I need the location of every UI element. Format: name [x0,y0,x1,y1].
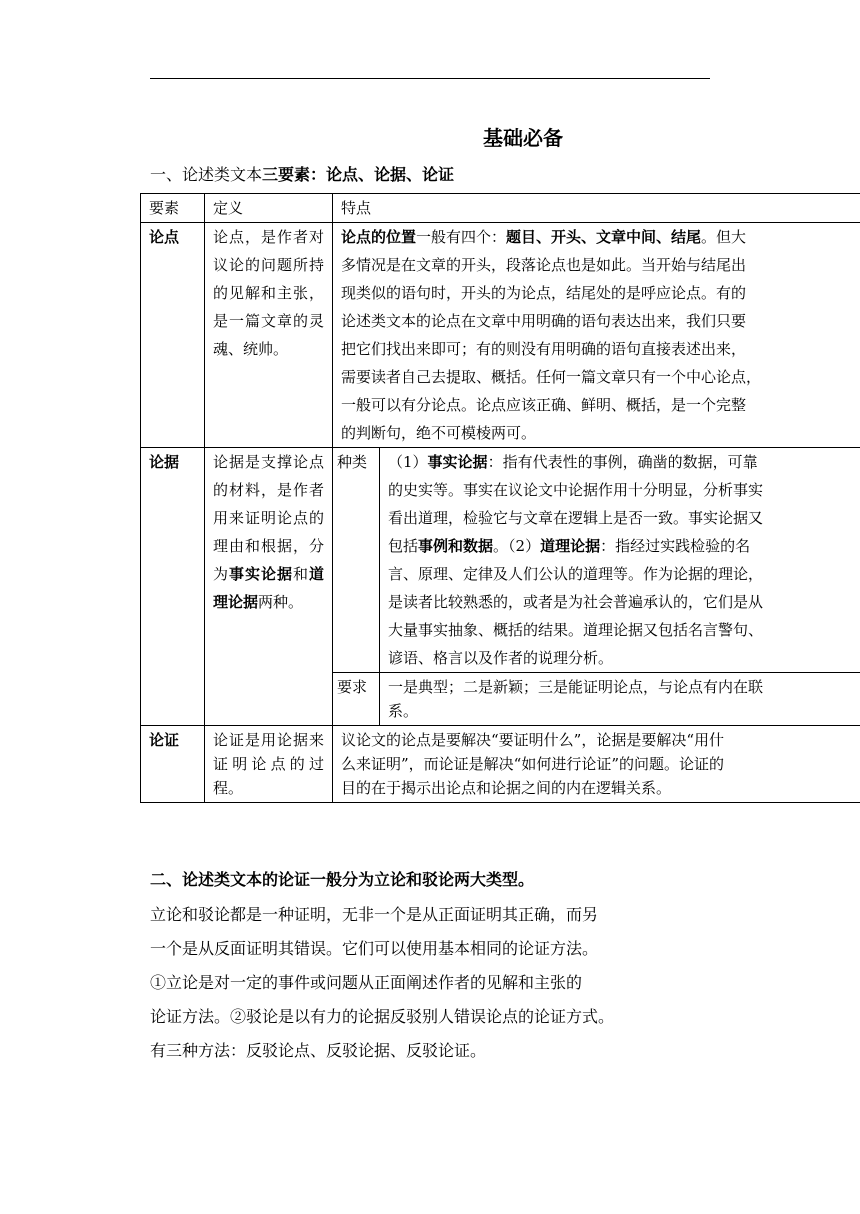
kind-line: （1）事实论据：指有代表性的事例，确凿的数据，可靠 [388,453,758,471]
subtable-row-requirement [333,673,860,726]
section-2 [150,866,770,1068]
row-name-lunju [141,448,205,726]
requirement-line: 一是典型；二是新颖；三是能证明论点，与论点有内在联 [388,678,764,696]
definition-text: 两种。 [258,593,304,611]
header-cell-definition: 定义 [205,194,333,223]
kind-line: 的史实等。事实在议论文中论据作用十分明显，分析事实 [388,481,764,499]
section-1-prefix: 一、论述类文本 [150,165,263,184]
section-1-heading [150,162,454,185]
table-header-row [141,194,860,223]
row-name-lundian [141,223,205,448]
row-name-lunzheng-text: 论证 [149,731,180,749]
kind-line: 谚语、格言以及作者的说理分析。 [388,649,614,667]
definition-text: 和 [292,565,309,583]
table-row-lundian [141,223,860,448]
section-1-bold: 三要素：论点、论据、论证 [262,165,455,184]
page-title: 基础必备 [483,126,563,150]
header-cell-element: 要素 [141,194,205,223]
definition-bold: 道理论据 [213,565,324,611]
feature-line: 论点的位置一般有四个：题目、开头、文章中间、结尾。但大 [341,228,747,246]
requirement-label: 要求 [333,673,380,726]
header-cell-feature: 特点 [333,194,860,223]
feature-line: 现类似的语句时，开头的为论点，结尾处的是呼应论点。有的 [341,284,747,302]
feature-line: 论述类文本的论点在文章中用明确的语句表达出来，我们只要 [341,312,747,330]
definition-text: 论据是支撑论点的材料，是作者用来证明论点的理由和根据，分为 [213,453,324,583]
feature-line: 一般可以有分论点。论点应该正确、鲜明、概括，是一个完整 [341,396,747,414]
requirement-line: 系。 [388,702,419,720]
header-rule [150,78,710,79]
kind-line: 看出道理，检验它与文章在逻辑上是否一致。事实论据又 [388,509,764,527]
section-2-line: 一个是从反面证明其错误。它们可以使用基本相同的论证方法。 [150,939,599,958]
subtable-row-kind [333,448,860,673]
feature-line: 议论文的论点是要解决“要证明什么”，论据是要解决“用什 [341,731,725,749]
feature-line: 的判断句，绝不可模棱两可。 [341,424,537,442]
kind-line: 是读者比较熟悉的，或者是为社会普遍承认的，它们是从 [388,593,764,611]
section-2-heading: 二、论述类文本的论证一般分为立论和驳论两大类型。 [150,870,535,889]
row-name-lunzheng [141,726,205,803]
definition-lunju [205,448,333,726]
row-name-lunju-text: 论据 [149,453,180,471]
row-name-lundian-text: 论点 [149,228,180,246]
evidence-subtable [333,448,860,725]
kind-content [380,448,860,673]
kind-line: 大量事实抽象、概括的结果。道理论据又包括名言警句、 [388,621,764,639]
section-2-line: 有三种方法：反驳论点、反驳论据、反驳论证。 [150,1041,487,1060]
section-2-line: ①立论是对一定的事件或问题从正面阐述作者的见解和主张的 [150,973,583,992]
feature-line: 目的在于揭示出论点和论据之间的内在逻辑关系。 [341,779,672,797]
feature-lunju [333,448,860,726]
section-2-line: 论证方法。②驳论是以有力的论据反驳别人错误论点的论证方式。 [150,1007,615,1026]
kind-line: 言、原理、定律及人们公认的道理等。作为论据的理论， [388,565,764,583]
feature-line: 把它们找出来即可；有的则没有用明确的语句直接表述出来， [341,340,747,358]
feature-line: 么来证明”，而论证是解决“如何进行论证”的问题。论证的 [341,755,725,773]
feature-lunzheng [333,726,860,803]
elements-table [140,193,860,803]
section-2-line: 立论和驳论都是一种证明，无非一个是从正面证明其正确，而另 [150,905,599,924]
feature-line: 需要读者自己去提取、概括。任何一篇文章只有一个中心论点， [341,368,762,386]
table-row-lunzheng [141,726,860,803]
kind-line: 包括事例和数据。（2）道理论据：指经过实践检验的名 [388,537,751,555]
table-row-lunju [141,448,860,726]
definition-lundian: 论点，是作者对议论的问题所持的见解和主张，是一篇文章的灵魂、统帅。 [205,223,333,448]
feature-line: 多情况是在文章的开头，段落论点也是如此。当开始与结尾出 [341,256,747,274]
kind-label: 种类 [333,448,380,673]
feature-lundian [333,223,860,448]
requirement-content [380,673,860,726]
definition-bold: 事实论据 [229,565,293,583]
definition-lunzheng: 论证是用论据来证明论点的过程。 [205,726,333,803]
